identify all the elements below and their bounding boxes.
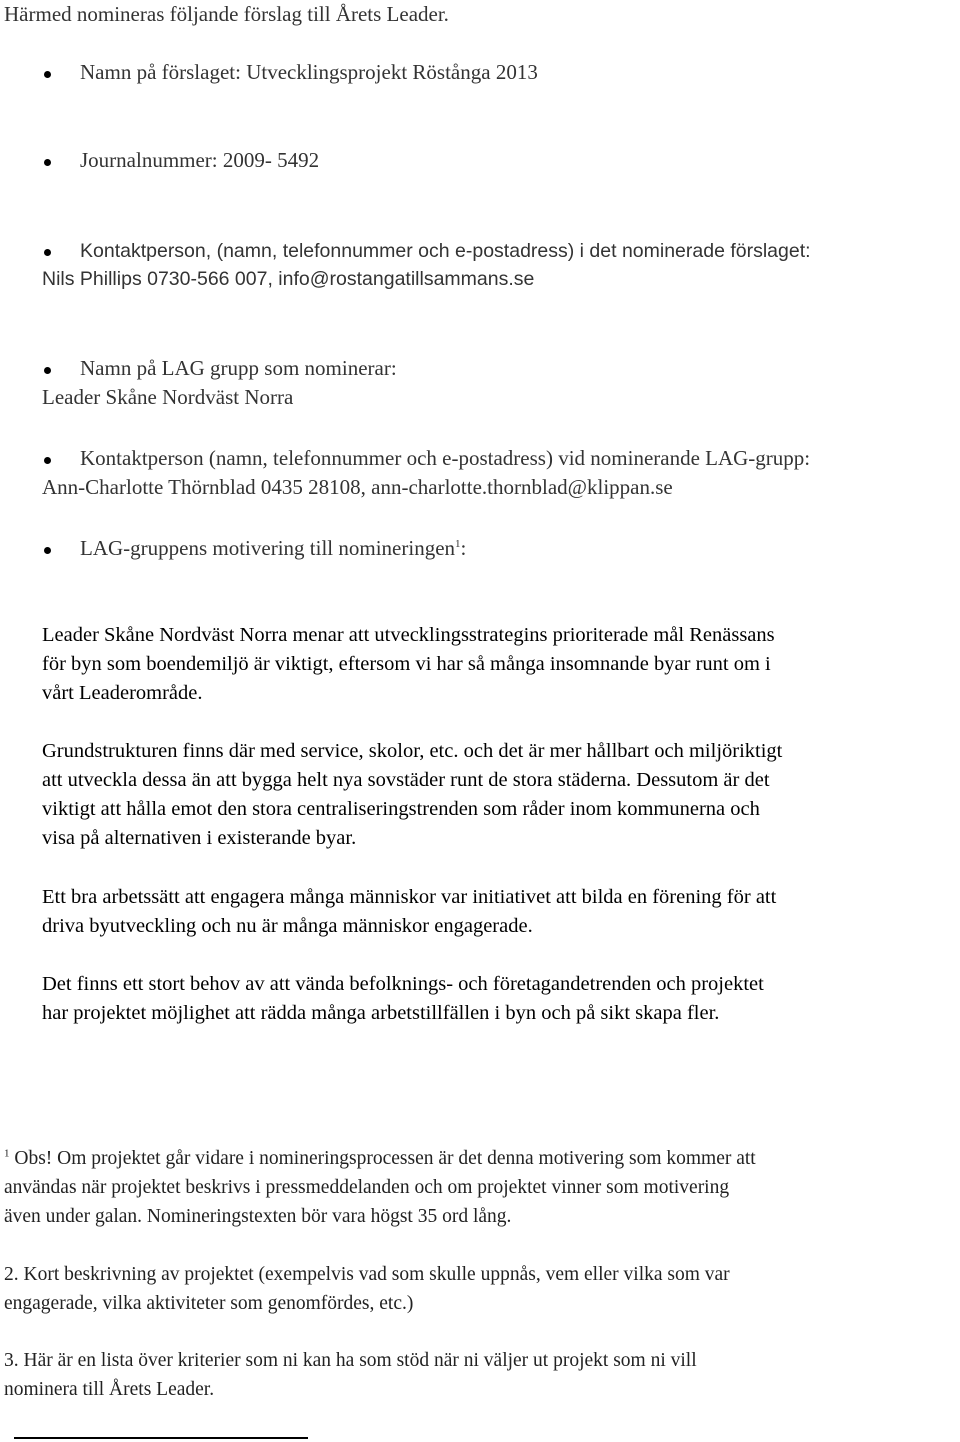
bullet-motivation <box>0 534 960 564</box>
paragraph-line: Det finns ett stort behov av att vända befolknings- och företagandetrenden och projektet <box>42 973 764 995</box>
paragraph-line: Leader Skåne Nordväst Norra menar att utvecklingsstrategins prioriterade mål Renässans <box>42 624 775 646</box>
bullet-dot-icon <box>44 547 51 554</box>
footnote-separator-rule <box>14 1437 308 1439</box>
footnote-line <box>4 1144 756 1173</box>
bullet-dot-icon <box>44 159 51 166</box>
motivation-paragraph-1 <box>42 621 775 708</box>
motivation-label-text: LAG-gruppens motivering till nomineringen <box>80 536 456 560</box>
lag-contact-value: Ann-Charlotte Thörnblad 0435 28108, ann-charlotte.thornblad@klippan.se <box>42 475 673 499</box>
footnote-line: nominera till Årets Leader. <box>4 1379 215 1400</box>
lag-contact-label: Kontaktperson (namn, telefonnummer och e-postadress) vid nominerande LAG-grupp: <box>80 446 811 470</box>
bullet-journal <box>0 146 960 176</box>
paragraph-line: Grundstrukturen finns där med service, skolor, etc. och det är mer hållbart och miljöriktigt <box>42 740 783 762</box>
bullet-dot-icon <box>44 249 51 256</box>
paragraph-line: visa på alternativen i existerande byar. <box>42 827 357 849</box>
bullet-dot-icon <box>44 71 51 78</box>
motivation-paragraph-3 <box>42 883 776 941</box>
footnote-line: användas när projektet beskrivs i pressmeddelanden och om projektet vinner som motivering <box>4 1177 730 1198</box>
paragraph-line: Ett bra arbetssätt att engagera många människor var initiativet att bilda en förening för att <box>42 886 777 908</box>
footnote-1 <box>4 1144 756 1231</box>
footnote-line: engagerade, vilka aktiviteter som genomfördes, etc.) <box>4 1293 414 1314</box>
paragraph-line: för byn som boendemiljö är viktigt, eftersom vi har så många insomnande byar runt om i <box>42 653 771 675</box>
bullet-dot-icon <box>44 367 51 374</box>
motivation-paragraph-2 <box>42 737 782 853</box>
footnote-line: 3. Här är en lista över kriterier som ni kan ha som stöd när ni väljer ut projekt som ni vill <box>4 1350 697 1371</box>
footnote-text: Obs! Om projektet går vidare i nomineringsprocessen är det denna motivering som kommer att <box>14 1148 756 1169</box>
footnote-2 <box>4 1260 730 1318</box>
motivation-colon: : <box>460 536 467 560</box>
paragraph-line: viktigt att hålla emot den stora centraliseringstrenden som råder inom kommunerna och <box>42 798 760 820</box>
bullet-project-name <box>0 58 960 88</box>
motivation-label <box>80 536 466 561</box>
footnote-line: även under galan. Nomineringstexten bör vara högst 35 ord lång. <box>4 1206 512 1227</box>
paragraph-line: att utveckla dessa än att bygga helt nya sovstäder runt de stora städerna. Dessutom är det <box>42 769 770 791</box>
bullet-lag-name <box>0 354 960 414</box>
footnote-3 <box>4 1346 697 1404</box>
lag-name-label: Namn på LAG grupp som nominerar: <box>80 356 397 380</box>
journal-text: Journalnummer: 2009- 5492 <box>80 148 320 172</box>
contact-value: Nils Phillips 0730-566 007, info@rostangatillsammans.se <box>42 268 535 290</box>
intro-text: Härmed nomineras följande förslag till Årets Leader. <box>4 2 449 26</box>
footnote-line: 2. Kort beskrivning av projektet (exempelvis vad som skulle uppnås, vem eller vilka som var <box>4 1264 730 1285</box>
paragraph-line: har projektet möjlighet att rädda många arbetstillfällen i byn och på sikt skapa fler. <box>42 1002 720 1024</box>
contact-label: Kontaktperson, (namn, telefonnummer och e-postadress) i det nominerade förslaget: <box>80 240 811 262</box>
footnote-marker: 1 <box>4 1147 10 1160</box>
motivation-paragraph-4 <box>42 970 764 1028</box>
bullet-contact <box>0 236 960 296</box>
project-name-text: Namn på förslaget: Utvecklingsprojekt Röstånga 2013 <box>80 60 538 84</box>
paragraph-line: driva byutveckling och nu är många människor engagerade. <box>42 915 533 937</box>
paragraph-line: vårt Leaderområde. <box>42 682 203 704</box>
bullet-dot-icon <box>44 457 51 464</box>
bullet-lag-contact <box>0 444 960 504</box>
footnote-ref: 1 <box>455 538 461 550</box>
lag-name-value: Leader Skåne Nordväst Norra <box>42 385 294 409</box>
